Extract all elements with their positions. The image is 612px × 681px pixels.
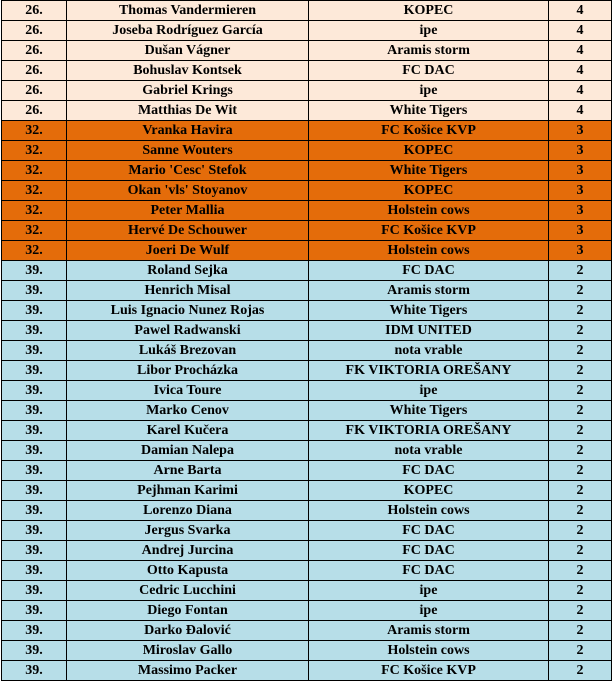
player-name-cell: Jergus Svarka (67, 521, 309, 541)
points-cell: 2 (549, 381, 612, 401)
table-row (2, 481, 612, 501)
points-cell: 4 (549, 41, 612, 61)
player-name-cell: Andrej Jurcina (67, 541, 309, 561)
rank-cell: 39. (2, 561, 67, 581)
player-name-cell: Okan 'vls' Stoyanov (67, 181, 309, 201)
team-name-cell: nota vrable (309, 441, 549, 461)
table-row (2, 581, 612, 601)
rank-cell: 39. (2, 301, 67, 321)
player-name-cell: Lukáš Brezovan (67, 341, 309, 361)
rank-cell: 26. (2, 1, 67, 21)
points-cell: 2 (549, 321, 612, 341)
standings-body (2, 1, 612, 681)
rank-cell: 39. (2, 401, 67, 421)
rank-cell: 32. (2, 221, 67, 241)
table-row (2, 221, 612, 241)
team-name-cell: White Tigers (309, 161, 549, 181)
table-row (2, 301, 612, 321)
team-name-cell: Aramis storm (309, 41, 549, 61)
rank-cell: 39. (2, 541, 67, 561)
table-row (2, 21, 612, 41)
table-row (2, 321, 612, 341)
rank-cell: 39. (2, 601, 67, 621)
player-name-cell: Bohuslav Kontsek (67, 61, 309, 81)
rank-cell: 39. (2, 261, 67, 281)
team-name-cell: ipe (309, 601, 549, 621)
player-name-cell: Gabriel Krings (67, 81, 309, 101)
points-cell: 3 (549, 181, 612, 201)
player-name-cell: Mario 'Cesc' Stefok (67, 161, 309, 181)
rank-cell: 39. (2, 341, 67, 361)
rank-cell: 32. (2, 161, 67, 181)
player-name-cell: Vranka Havira (67, 121, 309, 141)
rank-cell: 32. (2, 181, 67, 201)
player-name-cell: Luis Ignacio Nunez Rojas (67, 301, 309, 321)
table-row (2, 641, 612, 661)
team-name-cell: Holstein cows (309, 201, 549, 221)
points-cell: 3 (549, 241, 612, 261)
rank-cell: 39. (2, 441, 67, 461)
table-row (2, 1, 612, 21)
player-name-cell: Diego Fontan (67, 601, 309, 621)
table-row (2, 161, 612, 181)
rank-cell: 26. (2, 101, 67, 121)
team-name-cell: KOPEC (309, 141, 549, 161)
team-name-cell: White Tigers (309, 401, 549, 421)
points-cell: 2 (549, 301, 612, 321)
points-cell: 2 (549, 601, 612, 621)
player-name-cell: Marko Cenov (67, 401, 309, 421)
table-row (2, 201, 612, 221)
points-cell: 3 (549, 141, 612, 161)
team-name-cell: FC DAC (309, 61, 549, 81)
team-name-cell: White Tigers (309, 301, 549, 321)
points-cell: 2 (549, 481, 612, 501)
team-name-cell: KOPEC (309, 481, 549, 501)
table-row (2, 121, 612, 141)
rank-cell: 26. (2, 21, 67, 41)
table-row (2, 281, 612, 301)
table-row (2, 501, 612, 521)
rank-cell: 39. (2, 421, 67, 441)
team-name-cell: FC Košice KVP (309, 221, 549, 241)
player-name-cell: Thomas Vandermieren (67, 1, 309, 21)
player-name-cell: Arne Barta (67, 461, 309, 481)
rank-cell: 39. (2, 641, 67, 661)
team-name-cell: FK VIKTORIA OREŠANY (309, 421, 549, 441)
team-name-cell: Aramis storm (309, 621, 549, 641)
team-name-cell: FC Košice KVP (309, 661, 549, 681)
team-name-cell: FC DAC (309, 521, 549, 541)
points-cell: 3 (549, 201, 612, 221)
player-name-cell: Ivica Toure (67, 381, 309, 401)
table-row (2, 41, 612, 61)
player-name-cell: Joseba Rodríguez García (67, 21, 309, 41)
player-name-cell: Karel Kučera (67, 421, 309, 441)
points-cell: 2 (549, 561, 612, 581)
player-name-cell: Pejhman Karimi (67, 481, 309, 501)
rank-cell: 26. (2, 61, 67, 81)
table-row (2, 421, 612, 441)
points-cell: 3 (549, 121, 612, 141)
rank-cell: 39. (2, 321, 67, 341)
team-name-cell: FK VIKTORIA OREŠANY (309, 361, 549, 381)
table-row (2, 381, 612, 401)
team-name-cell: ipe (309, 81, 549, 101)
points-cell: 2 (549, 361, 612, 381)
team-name-cell: IDM UNITED (309, 321, 549, 341)
team-name-cell: ipe (309, 581, 549, 601)
points-cell: 2 (549, 441, 612, 461)
team-name-cell: ipe (309, 21, 549, 41)
team-name-cell: KOPEC (309, 1, 549, 21)
points-cell: 3 (549, 161, 612, 181)
player-name-cell: Miroslav Gallo (67, 641, 309, 661)
table-row (2, 261, 612, 281)
team-name-cell: FC DAC (309, 561, 549, 581)
table-row (2, 401, 612, 421)
table-row (2, 341, 612, 361)
table-row (2, 461, 612, 481)
rank-cell: 32. (2, 241, 67, 261)
points-cell: 2 (549, 581, 612, 601)
points-cell: 4 (549, 61, 612, 81)
player-name-cell: Pawel Radwanski (67, 321, 309, 341)
rank-cell: 39. (2, 381, 67, 401)
player-name-cell: Hervé De Schouwer (67, 221, 309, 241)
team-name-cell: White Tigers (309, 101, 549, 121)
rank-cell: 39. (2, 461, 67, 481)
rank-cell: 32. (2, 141, 67, 161)
table-row (2, 241, 612, 261)
table-row (2, 101, 612, 121)
table-row (2, 521, 612, 541)
team-name-cell: Aramis storm (309, 281, 549, 301)
points-cell: 4 (549, 21, 612, 41)
table-row (2, 441, 612, 461)
points-cell: 4 (549, 1, 612, 21)
player-name-cell: Peter Mallia (67, 201, 309, 221)
standings-table (1, 0, 612, 681)
team-name-cell: Holstein cows (309, 241, 549, 261)
player-name-cell: Cedric Lucchini (67, 581, 309, 601)
table-row (2, 561, 612, 581)
table-row (2, 61, 612, 81)
points-cell: 2 (549, 621, 612, 641)
team-name-cell: ipe (309, 381, 549, 401)
points-cell: 3 (549, 221, 612, 241)
rank-cell: 39. (2, 281, 67, 301)
player-name-cell: Roland Sejka (67, 261, 309, 281)
points-cell: 2 (549, 261, 612, 281)
rank-cell: 39. (2, 621, 67, 641)
points-cell: 2 (549, 401, 612, 421)
rank-cell: 39. (2, 481, 67, 501)
rank-cell: 26. (2, 81, 67, 101)
rank-cell: 32. (2, 121, 67, 141)
team-name-cell: FC DAC (309, 261, 549, 281)
points-cell: 2 (549, 501, 612, 521)
points-cell: 4 (549, 81, 612, 101)
player-name-cell: Otto Kapusta (67, 561, 309, 581)
table-row (2, 181, 612, 201)
table-row (2, 541, 612, 561)
rank-cell: 39. (2, 581, 67, 601)
player-name-cell: Libor Procházka (67, 361, 309, 381)
player-name-cell: Henrich Misal (67, 281, 309, 301)
rank-cell: 39. (2, 661, 67, 681)
table-row (2, 81, 612, 101)
points-cell: 2 (549, 541, 612, 561)
points-cell: 2 (549, 461, 612, 481)
player-name-cell: Dušan Vágner (67, 41, 309, 61)
rank-cell: 39. (2, 521, 67, 541)
rank-cell: 32. (2, 201, 67, 221)
team-name-cell: Holstein cows (309, 501, 549, 521)
player-name-cell: Damian Nalepa (67, 441, 309, 461)
team-name-cell: FC DAC (309, 461, 549, 481)
player-name-cell: Joeri De Wulf (67, 241, 309, 261)
points-cell: 2 (549, 341, 612, 361)
table-row (2, 621, 612, 641)
points-cell: 2 (549, 661, 612, 681)
rank-cell: 26. (2, 41, 67, 61)
team-name-cell: Holstein cows (309, 641, 549, 661)
rank-cell: 39. (2, 501, 67, 521)
player-name-cell: Matthias De Wit (67, 101, 309, 121)
player-name-cell: Lorenzo Diana (67, 501, 309, 521)
team-name-cell: nota vrable (309, 341, 549, 361)
team-name-cell: FC Košice KVP (309, 121, 549, 141)
rank-cell: 39. (2, 361, 67, 381)
table-row (2, 661, 612, 681)
points-cell: 2 (549, 421, 612, 441)
player-name-cell: Massimo Packer (67, 661, 309, 681)
points-cell: 2 (549, 281, 612, 301)
table-row (2, 141, 612, 161)
player-name-cell: Darko Đalović (67, 621, 309, 641)
table-row (2, 361, 612, 381)
team-name-cell: FC DAC (309, 541, 549, 561)
points-cell: 4 (549, 101, 612, 121)
points-cell: 2 (549, 521, 612, 541)
player-name-cell: Sanne Wouters (67, 141, 309, 161)
team-name-cell: KOPEC (309, 181, 549, 201)
table-row (2, 601, 612, 621)
points-cell: 2 (549, 641, 612, 661)
